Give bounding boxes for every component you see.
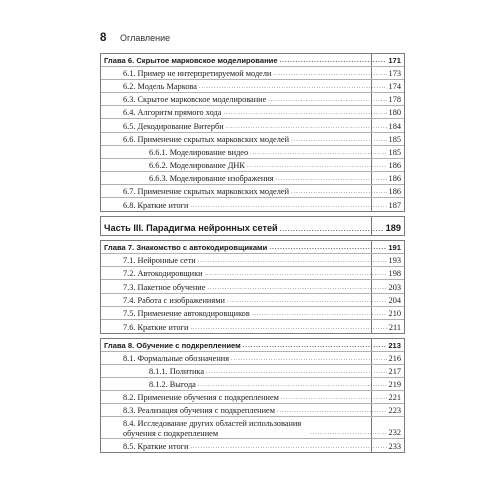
page-number: 8 bbox=[100, 32, 107, 44]
toc-entry-title: 7.2. Автокодировщики bbox=[123, 269, 203, 279]
toc-page-number: 211 bbox=[388, 322, 401, 332]
toc-page-number: 186 bbox=[388, 160, 401, 170]
toc-entry bbox=[101, 439, 404, 452]
toc-page-number: 233 bbox=[388, 442, 401, 452]
toc-chapter bbox=[101, 54, 404, 67]
dot-leader bbox=[190, 324, 386, 333]
toc-entry bbox=[101, 185, 404, 198]
toc-page-number: 185 bbox=[388, 134, 401, 144]
toc-entry bbox=[101, 93, 404, 106]
toc-page-number: 186 bbox=[388, 187, 401, 197]
toc-entry-title: Глава 8. Обучение с подкреплением bbox=[104, 340, 241, 350]
toc-entry-title: 7.5. Применение автокодировщиков bbox=[123, 308, 250, 318]
dot-leader bbox=[268, 96, 386, 105]
dot-leader bbox=[276, 175, 387, 184]
toc-entry-title: 6.6. Применение скрытых марковских моделей bbox=[123, 134, 290, 144]
toc-entry-title: 7.4. Работа с изображениями bbox=[123, 295, 225, 305]
toc-page-number: 210 bbox=[388, 308, 401, 318]
toc-entry bbox=[101, 106, 404, 119]
toc-entry bbox=[101, 404, 404, 417]
dot-leader bbox=[280, 226, 384, 235]
dot-leader bbox=[247, 162, 387, 171]
toc-page-number: 221 bbox=[388, 393, 401, 403]
dot-leader bbox=[206, 368, 387, 377]
toc-entry bbox=[101, 294, 404, 307]
toc-page-number: 216 bbox=[388, 353, 401, 363]
toc-entry bbox=[101, 254, 404, 267]
dot-leader bbox=[277, 407, 387, 416]
dot-leader bbox=[273, 70, 386, 79]
toc-chapter bbox=[101, 241, 404, 254]
toc-entry-title: Глава 6. Скрытое марковское моделирование bbox=[104, 56, 278, 66]
toc-page-number: 184 bbox=[388, 121, 401, 131]
toc-entry-title: Часть III. Парадигма нейронных сетей bbox=[104, 223, 278, 234]
toc-page-number: 203 bbox=[388, 282, 401, 292]
toc-entry bbox=[101, 119, 404, 132]
toc-entry-title: Глава 7. Знакомство с автокодировщиками bbox=[104, 243, 268, 253]
toc-entry bbox=[101, 198, 404, 211]
toc-entry-title: 6.6.1. Моделирование видео bbox=[149, 147, 249, 157]
toc-entry-title: 8.2. Применение обучения с подкреплением bbox=[123, 393, 279, 403]
toc-entry bbox=[101, 391, 404, 404]
dot-leader bbox=[205, 270, 387, 279]
toc-entry-title: 8.1. Формальные обозначения bbox=[123, 353, 230, 363]
dot-leader bbox=[250, 149, 386, 158]
toc-page-number: 219 bbox=[388, 380, 401, 390]
toc-entry-title: 6.6.2. Моделирование ДНК bbox=[149, 160, 245, 170]
toc-page-number: 213 bbox=[388, 340, 401, 350]
toc-entry bbox=[101, 417, 404, 439]
toc-entry-title: 6.8. Краткие итоги bbox=[123, 201, 189, 211]
toc-entry bbox=[101, 146, 404, 159]
dot-leader bbox=[243, 342, 387, 351]
toc-entry-title: 7.1. Нейронные сети bbox=[123, 256, 196, 266]
toc-entry bbox=[101, 307, 404, 320]
toc-entry bbox=[101, 378, 404, 391]
toc-entry-title: 7.3. Пакетное обучение bbox=[123, 282, 206, 292]
toc-entry-title: 6.4. Алгоритм прямого хода bbox=[123, 108, 222, 118]
toc-page-number: 173 bbox=[388, 69, 401, 79]
toc-section bbox=[100, 53, 405, 212]
toc-page-number: 178 bbox=[388, 95, 401, 105]
toc-entry bbox=[101, 67, 404, 80]
dot-leader bbox=[190, 443, 386, 452]
dot-leader bbox=[269, 244, 386, 253]
toc-entry-title: 6.3. Скрытое марковское моделирование bbox=[123, 95, 267, 105]
dot-leader bbox=[280, 57, 387, 66]
dot-leader bbox=[231, 355, 387, 364]
toc-section bbox=[100, 338, 405, 454]
toc-entry-title: 8.1.1. Политика bbox=[149, 367, 205, 377]
toc-entry-title: 6.7. Применение скрытых марковских моделей bbox=[123, 187, 290, 197]
dot-leader bbox=[291, 188, 387, 197]
toc-page-number: 232 bbox=[388, 428, 401, 438]
toc-entry bbox=[101, 80, 404, 93]
dot-leader bbox=[252, 310, 387, 319]
toc-entry bbox=[101, 133, 404, 146]
dot-leader bbox=[310, 429, 387, 438]
table-of-contents bbox=[100, 53, 405, 453]
toc-page-number: 180 bbox=[388, 108, 401, 118]
dot-leader bbox=[281, 394, 387, 403]
toc-entry-title: 7.6. Краткие итоги bbox=[123, 322, 189, 332]
dot-leader bbox=[207, 284, 386, 293]
toc-entry-title: 8.1.2. Выгода bbox=[149, 380, 196, 390]
dot-leader bbox=[198, 381, 387, 390]
toc-section bbox=[100, 216, 405, 236]
toc-entry bbox=[101, 280, 404, 293]
toc-page-number: 189 bbox=[385, 223, 401, 234]
toc-page-number: 187 bbox=[388, 201, 401, 211]
toc-chapter bbox=[101, 339, 404, 352]
toc-page-number: 198 bbox=[388, 269, 401, 279]
toc-entry-title: 8.3. Реализация обучения с подкреплением bbox=[123, 406, 275, 416]
page-header bbox=[100, 31, 405, 45]
toc-page-number: 217 bbox=[388, 367, 401, 377]
toc-entry bbox=[101, 365, 404, 378]
toc-page-number: 193 bbox=[388, 256, 401, 266]
toc-entry-title: 8.5. Краткие итоги bbox=[123, 442, 189, 452]
dot-leader bbox=[226, 123, 387, 132]
running-title: Оглавление bbox=[120, 33, 171, 43]
toc-page-number: 204 bbox=[388, 295, 401, 305]
toc-entry-title: 6.2. Модель Маркова bbox=[123, 82, 197, 92]
toc-page-number: 223 bbox=[388, 406, 401, 416]
toc-page-number: 171 bbox=[388, 56, 401, 66]
toc-page-number: 174 bbox=[388, 82, 401, 92]
toc-entry-title: 6.1. Пример не интерпретируемой модели bbox=[123, 69, 272, 79]
toc-page-number: 191 bbox=[388, 243, 401, 253]
toc-entry bbox=[101, 352, 404, 365]
dot-leader bbox=[199, 83, 387, 92]
dot-leader bbox=[190, 202, 386, 211]
toc-entry bbox=[101, 172, 404, 185]
toc-entry bbox=[101, 159, 404, 172]
toc-section bbox=[100, 240, 405, 334]
toc-part bbox=[101, 217, 404, 235]
toc-entry bbox=[101, 267, 404, 280]
toc-page-number: 186 bbox=[388, 173, 401, 183]
toc-entry-title: 8.4. Исследование других областей использования обучения с подкреплением bbox=[123, 418, 302, 438]
toc-entry-title: 6.5. Декодирование Витерби bbox=[123, 121, 224, 131]
toc-page-number: 185 bbox=[388, 147, 401, 157]
toc-entry-title: 6.6.3. Моделирование изображения bbox=[149, 173, 274, 183]
dot-leader bbox=[198, 257, 387, 266]
dot-leader bbox=[227, 297, 387, 306]
dot-leader bbox=[223, 109, 386, 118]
toc-entry bbox=[101, 320, 404, 333]
dot-leader bbox=[291, 136, 387, 145]
